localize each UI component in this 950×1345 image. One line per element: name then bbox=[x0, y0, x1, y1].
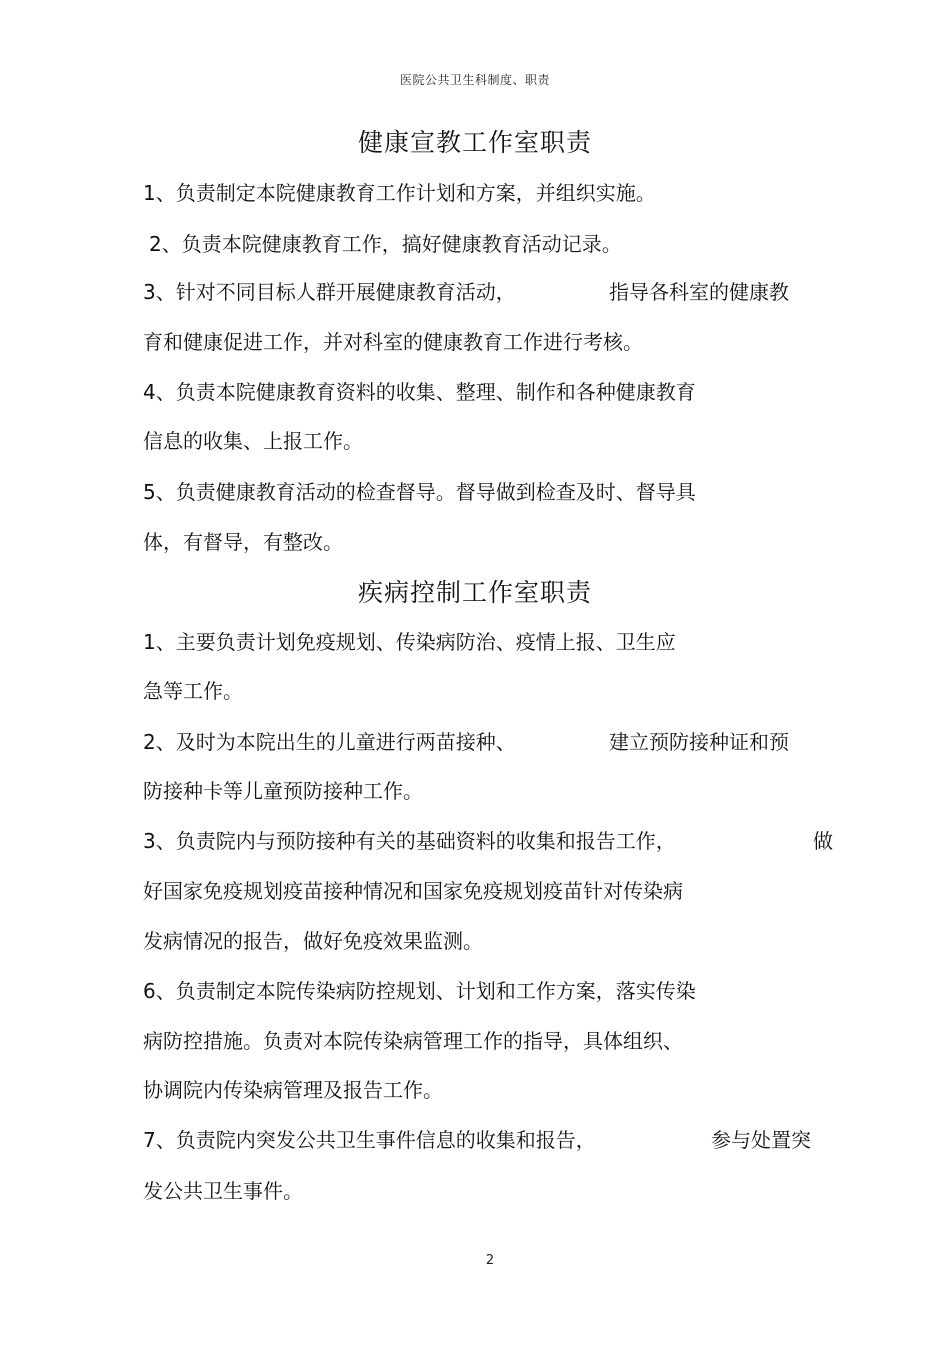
paragraph-line: 好国家免疫规划疫苗接种情况和国家免疫规划疫苗针对传染病 bbox=[143, 879, 683, 903]
paragraph-line: 指导各科室的健康教 bbox=[609, 280, 789, 304]
paragraph-line: 信息的收集、上报工作。 bbox=[143, 429, 363, 453]
paragraph-line: 建立预防接种证和预 bbox=[609, 730, 789, 754]
section-title-health-education: 健康宣教工作室职责 bbox=[357, 128, 592, 157]
paragraph-line: 参与处置突 bbox=[711, 1128, 811, 1152]
page-number: 2 bbox=[485, 1253, 495, 1268]
running-header: 医院公共卫生科制度、职责 bbox=[399, 73, 550, 87]
paragraph-line: 3、针对不同目标人群开展健康教育活动， bbox=[143, 280, 516, 304]
paragraph-line: 6、负责制定本院传染病防控规划、计划和工作方案，落实传染 bbox=[143, 979, 696, 1003]
paragraph-line: 4、负责本院健康教育资料的收集、整理、制作和各种健康教育 bbox=[143, 380, 696, 404]
paragraph-line: 协调院内传染病管理及报告工作。 bbox=[143, 1078, 443, 1102]
paragraph-line: 5、负责健康教育活动的检查督导。督导做到检查及时、督导具 bbox=[143, 480, 696, 504]
paragraph-line: 3、负责院内与预防接种有关的基础资料的收集和报告工作， bbox=[143, 829, 676, 853]
paragraph-line: 急等工作。 bbox=[143, 679, 243, 703]
paragraph-line: 2、负责本院健康教育工作，搞好健康教育活动记录。 bbox=[149, 232, 622, 256]
paragraph-line: 1、主要负责计划免疫规划、传染病防治、疫情上报、卫生应 bbox=[143, 630, 676, 654]
paragraph-line: 发公共卫生事件。 bbox=[143, 1179, 303, 1203]
section-title-disease-control: 疾病控制工作室职责 bbox=[357, 578, 592, 607]
paragraph-line: 1、负责制定本院健康教育工作计划和方案，并组织实施。 bbox=[143, 181, 656, 205]
paragraph-line: 体，有督导，有整改。 bbox=[143, 530, 343, 554]
paragraph-line: 2、及时为本院出生的儿童进行两苗接种、 bbox=[143, 730, 516, 754]
paragraph-line: 7、负责院内突发公共卫生事件信息的收集和报告， bbox=[143, 1128, 596, 1152]
paragraph-line: 育和健康促进工作，并对科室的健康教育工作进行考核。 bbox=[143, 330, 643, 354]
paragraph-line: 做 bbox=[813, 829, 833, 853]
paragraph-line: 病防控措施。负责对本院传染病管理工作的指导，具体组织、 bbox=[143, 1029, 683, 1053]
paragraph-line: 防接种卡等儿童预防接种工作。 bbox=[143, 779, 423, 803]
paragraph-line: 发病情况的报告，做好免疫效果监测。 bbox=[143, 929, 483, 953]
